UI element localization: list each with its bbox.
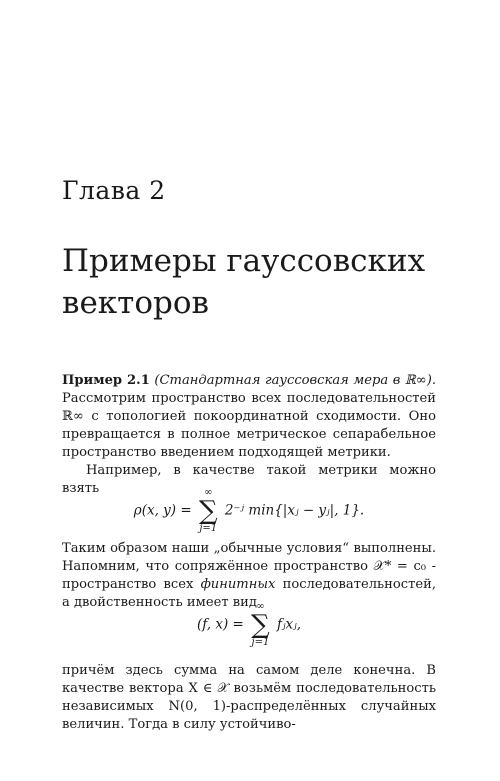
sum-upper-limit-2: ∞ [256,601,265,612]
example-paragraph-2: Например, в качестве такой метрики можно взять [62,463,436,496]
example-caption: (Стандартная гауссовская мера в ℝ∞). [154,373,436,388]
paragraph-vector-text: причём здесь сумма на самом деле конечна. В качестве вектора X ∈ 𝒳 возьмём последовательность независимых N(0, 1)-распределённых случайных величин. Тогда в силу устойчиво- [62,663,436,732]
example-text: Рассмотрим пространство всех последовательностей ℝ∞ с топологией покоординатной сходимости. Оно превращается в полное метрическое сепарабельное пространство введением подходящей метрики. [62,391,436,460]
sum-lower-limit-2: j=1 [251,637,270,648]
formula-metric-lhs: ρ(x, y) = [133,502,192,519]
paragraph-dual-start: Таким образом наши „обычные условия“ выполнены. Напомним, что сопряжённое пространство 𝒳* = c₀ - пространство всех [62,541,436,592]
formula-metric [62,488,436,534]
paragraph-dual-end: последовательностей, а двойственность имеет вид [62,577,437,610]
sum-symbol [199,488,218,534]
chapter-label: Глава 2 [62,176,166,205]
paragraph-vector [62,662,436,734]
sum-lower-limit: j=1 [199,523,218,534]
formula-duality-lhs: (f, x) = [196,616,244,633]
example-paragraph [62,372,436,462]
sum-symbol-2 [251,602,270,648]
formula-duality-rhs: fⱼxⱼ, [276,616,302,633]
sigma-icon: ∑ [251,610,270,640]
paragraph-dual-italic: финитных [200,577,276,592]
formula-duality [62,602,436,648]
sum-upper-limit: ∞ [204,487,213,498]
example-block [62,372,436,498]
sigma-icon: ∑ [198,496,218,526]
formula-metric-rhs: 2⁻ʲ min{|xⱼ − yⱼ|, 1}. [224,502,365,519]
example-heading: Пример 2.1 [62,373,150,388]
chapter-title: Примеры гауссовских векторов [62,243,426,321]
